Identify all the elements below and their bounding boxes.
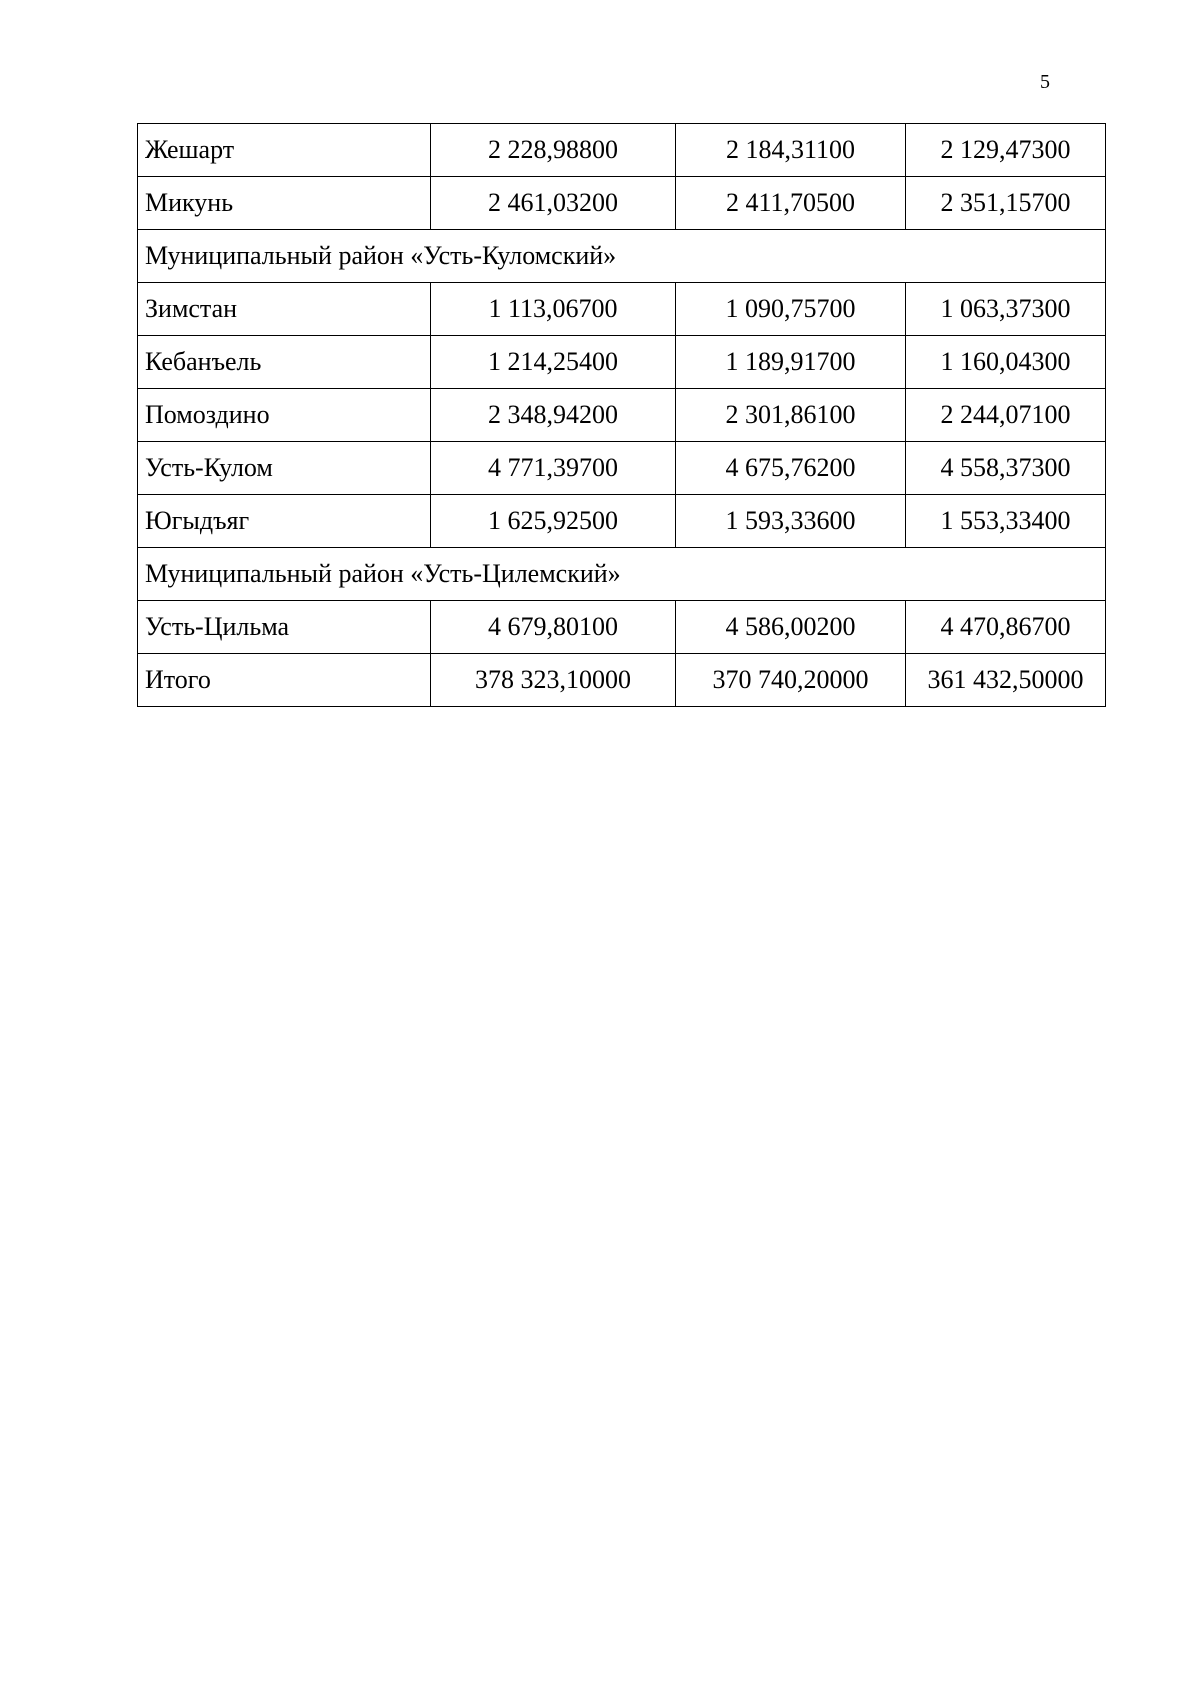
value-col-3: 4 470,86700: [906, 601, 1106, 654]
value-col-3: 1 063,37300: [906, 283, 1106, 336]
total-label: Итого: [138, 654, 431, 707]
total-value-col-3: 361 432,50000: [906, 654, 1106, 707]
value-col-3: 2 129,47300: [906, 124, 1106, 177]
total-row: [138, 654, 1106, 707]
settlement-name: Помоздино: [138, 389, 431, 442]
district-heading: Муниципальный район «Усть-Цилемский»: [138, 548, 1106, 601]
value-col-2: 1 593,33600: [676, 495, 906, 548]
section-row: [138, 548, 1106, 601]
total-value-col-1: 378 323,10000: [431, 654, 676, 707]
value-col-1: 2 461,03200: [431, 177, 676, 230]
table-row: [138, 177, 1106, 230]
value-col-2: 2 184,31100: [676, 124, 906, 177]
value-col-1: 1 625,92500: [431, 495, 676, 548]
value-col-3: 1 553,33400: [906, 495, 1106, 548]
value-col-1: 4 771,39700: [431, 442, 676, 495]
data-table: [137, 123, 1106, 707]
settlement-name: Зимстан: [138, 283, 431, 336]
table-row: [138, 442, 1106, 495]
table-row: [138, 283, 1106, 336]
value-col-2: 1 189,91700: [676, 336, 906, 389]
value-col-3: 2 244,07100: [906, 389, 1106, 442]
settlement-name: Югыдъяг: [138, 495, 431, 548]
settlement-name: Жешарт: [138, 124, 431, 177]
value-col-1: 1 113,06700: [431, 283, 676, 336]
value-col-2: 4 586,00200: [676, 601, 906, 654]
table-body: [138, 124, 1106, 707]
value-col-2: 2 411,70500: [676, 177, 906, 230]
table-row: [138, 601, 1106, 654]
table-row: [138, 389, 1106, 442]
value-col-2: 1 090,75700: [676, 283, 906, 336]
district-heading: Муниципальный район «Усть-Куломский»: [138, 230, 1106, 283]
table-row: [138, 124, 1106, 177]
value-col-1: 4 679,80100: [431, 601, 676, 654]
value-col-1: 2 228,98800: [431, 124, 676, 177]
value-col-3: 1 160,04300: [906, 336, 1106, 389]
value-col-3: 4 558,37300: [906, 442, 1106, 495]
value-col-2: 4 675,76200: [676, 442, 906, 495]
value-col-2: 2 301,86100: [676, 389, 906, 442]
section-row: [138, 230, 1106, 283]
value-col-1: 2 348,94200: [431, 389, 676, 442]
value-col-3: 2 351,15700: [906, 177, 1106, 230]
table-row: [138, 495, 1106, 548]
table-row: [138, 336, 1106, 389]
page-number: 5: [1040, 71, 1050, 93]
settlement-name: Усть-Цильма: [138, 601, 431, 654]
settlement-name: Усть-Кулом: [138, 442, 431, 495]
settlement-name: Кебанъель: [138, 336, 431, 389]
total-value-col-2: 370 740,20000: [676, 654, 906, 707]
settlement-name: Микунь: [138, 177, 431, 230]
value-col-1: 1 214,25400: [431, 336, 676, 389]
